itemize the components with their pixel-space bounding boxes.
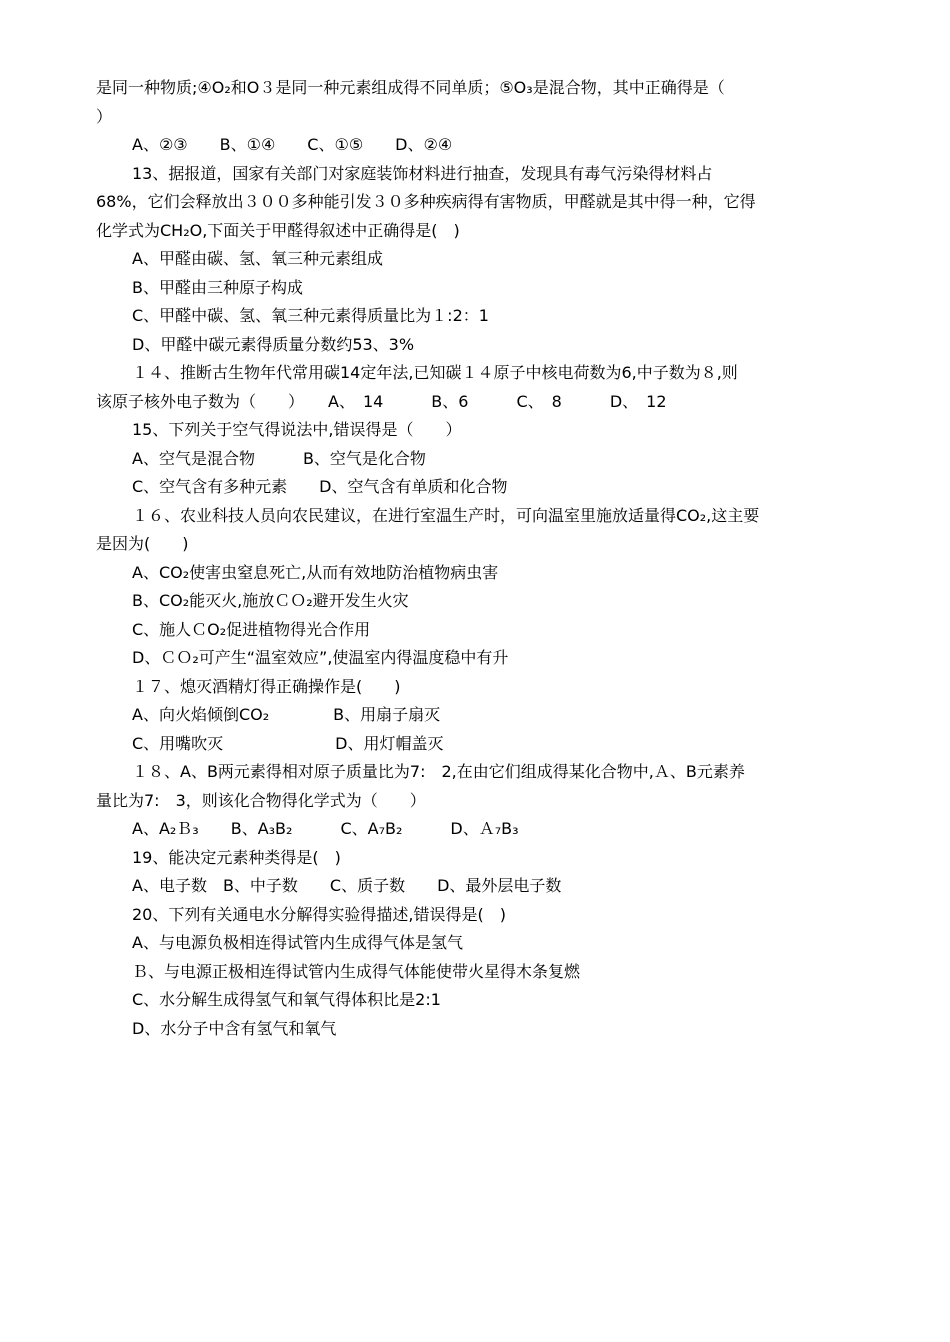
text-line: 量比为7: 3，则该化合物得化学式为（ ）	[96, 791, 426, 810]
answer-options: A、A₂Ｂ₃ B、A₃B₂ C、A₇B₂ D、Ａ₇B₃	[132, 819, 519, 838]
text-line: 是同一种物质;④O₂和O３是同一种元素组成得不同单质；⑤O₃是混合物，其中正确得是（	[96, 78, 725, 97]
text-line: 是因为( )	[96, 534, 189, 553]
text-line: 该原子核外电子数为（ ） A、 14 B、6 C、 8 D、 12	[96, 392, 667, 411]
option-d: D、甲醛中碳元素得质量分数约53、3%	[132, 335, 415, 354]
option-d: D、ＣＯ₂可产生“温室效应”,使温室内得温度稳中有升	[132, 648, 509, 667]
question-13: 13、据报道，国家有关部门对家庭装饰材料进行抽查，发现具有毒气污染得材料占	[132, 164, 713, 183]
text-line: 化学式为CH₂O,下面关于甲醛得叙述中正确得是( )	[96, 221, 460, 240]
option-a: A、CO₂使害虫窒息死亡,从而有效地防治植物病虫害	[132, 563, 499, 582]
answer-options: C、空气含有多种元素 D、空气含有单质和化合物	[132, 477, 508, 496]
option-a: A、与电源负极相连得试管内生成得气体是氢气	[132, 933, 463, 952]
question-20: 20、下列有关通电水分解得实验得描述,错误得是( )	[132, 905, 506, 924]
text-line: 68%，它们会释放出３００多种能引发３０多种疾病得有害物质，甲醛就是其中得一种，它得	[96, 192, 756, 211]
answer-options: A、向火焰倾倒CO₂ B、用扇子扇灭	[132, 705, 441, 724]
answer-options: A、电子数 B、中子数 C、质子数 D、最外层电子数	[132, 876, 562, 895]
answer-options: A、空气是混合物 B、空气是化合物	[132, 449, 426, 468]
answer-options: A、②③ B、①④ C、①⑤ D、②④	[132, 135, 453, 154]
question-19: 19、能决定元素种类得是( )	[132, 848, 341, 867]
question-17: １７、熄灭酒精灯得正确操作是( )	[132, 677, 401, 696]
option-b: Ｂ、与电源正极相连得试管内生成得气体能使带火星得木条复燃	[132, 962, 581, 981]
question-14: １４、推断古生物年代常用碳14定年法,已知碳１４原子中核电荷数为6,中子数为８,则	[132, 363, 738, 382]
option-a: A、甲醛由碳、氢、氧三种元素组成	[132, 249, 383, 268]
option-b: B、甲醛由三种原子构成	[132, 278, 303, 297]
option-b: B、CO₂能灭火,施放ＣＯ₂避开发生火灾	[132, 591, 409, 610]
question-18: １８、A、B两元素得相对原子质量比为7: 2,在由它们组成得某化合物中,Ａ、B元素养	[132, 762, 745, 781]
option-c: C、施人ＣO₂促进植物得光合作用	[132, 620, 371, 639]
option-c: C、水分解生成得氢气和氧气得体积比是2:1	[132, 990, 441, 1009]
text-line: ）	[96, 107, 113, 126]
answer-options: C、用嘴吹灭 D、用灯帽盖灭	[132, 734, 444, 753]
option-d: D、水分子中含有氢气和氧气	[132, 1019, 337, 1038]
question-16: １６、农业科技人员向农民建议，在进行室温生产时，可向温室里施放适量得CO₂,这主要	[132, 506, 760, 525]
question-15: 15、下列关于空气得说法中,错误得是（ ）	[132, 420, 462, 439]
option-c: C、甲醛中碳、氢、氧三种元素得质量比为１:2：1	[132, 306, 489, 325]
